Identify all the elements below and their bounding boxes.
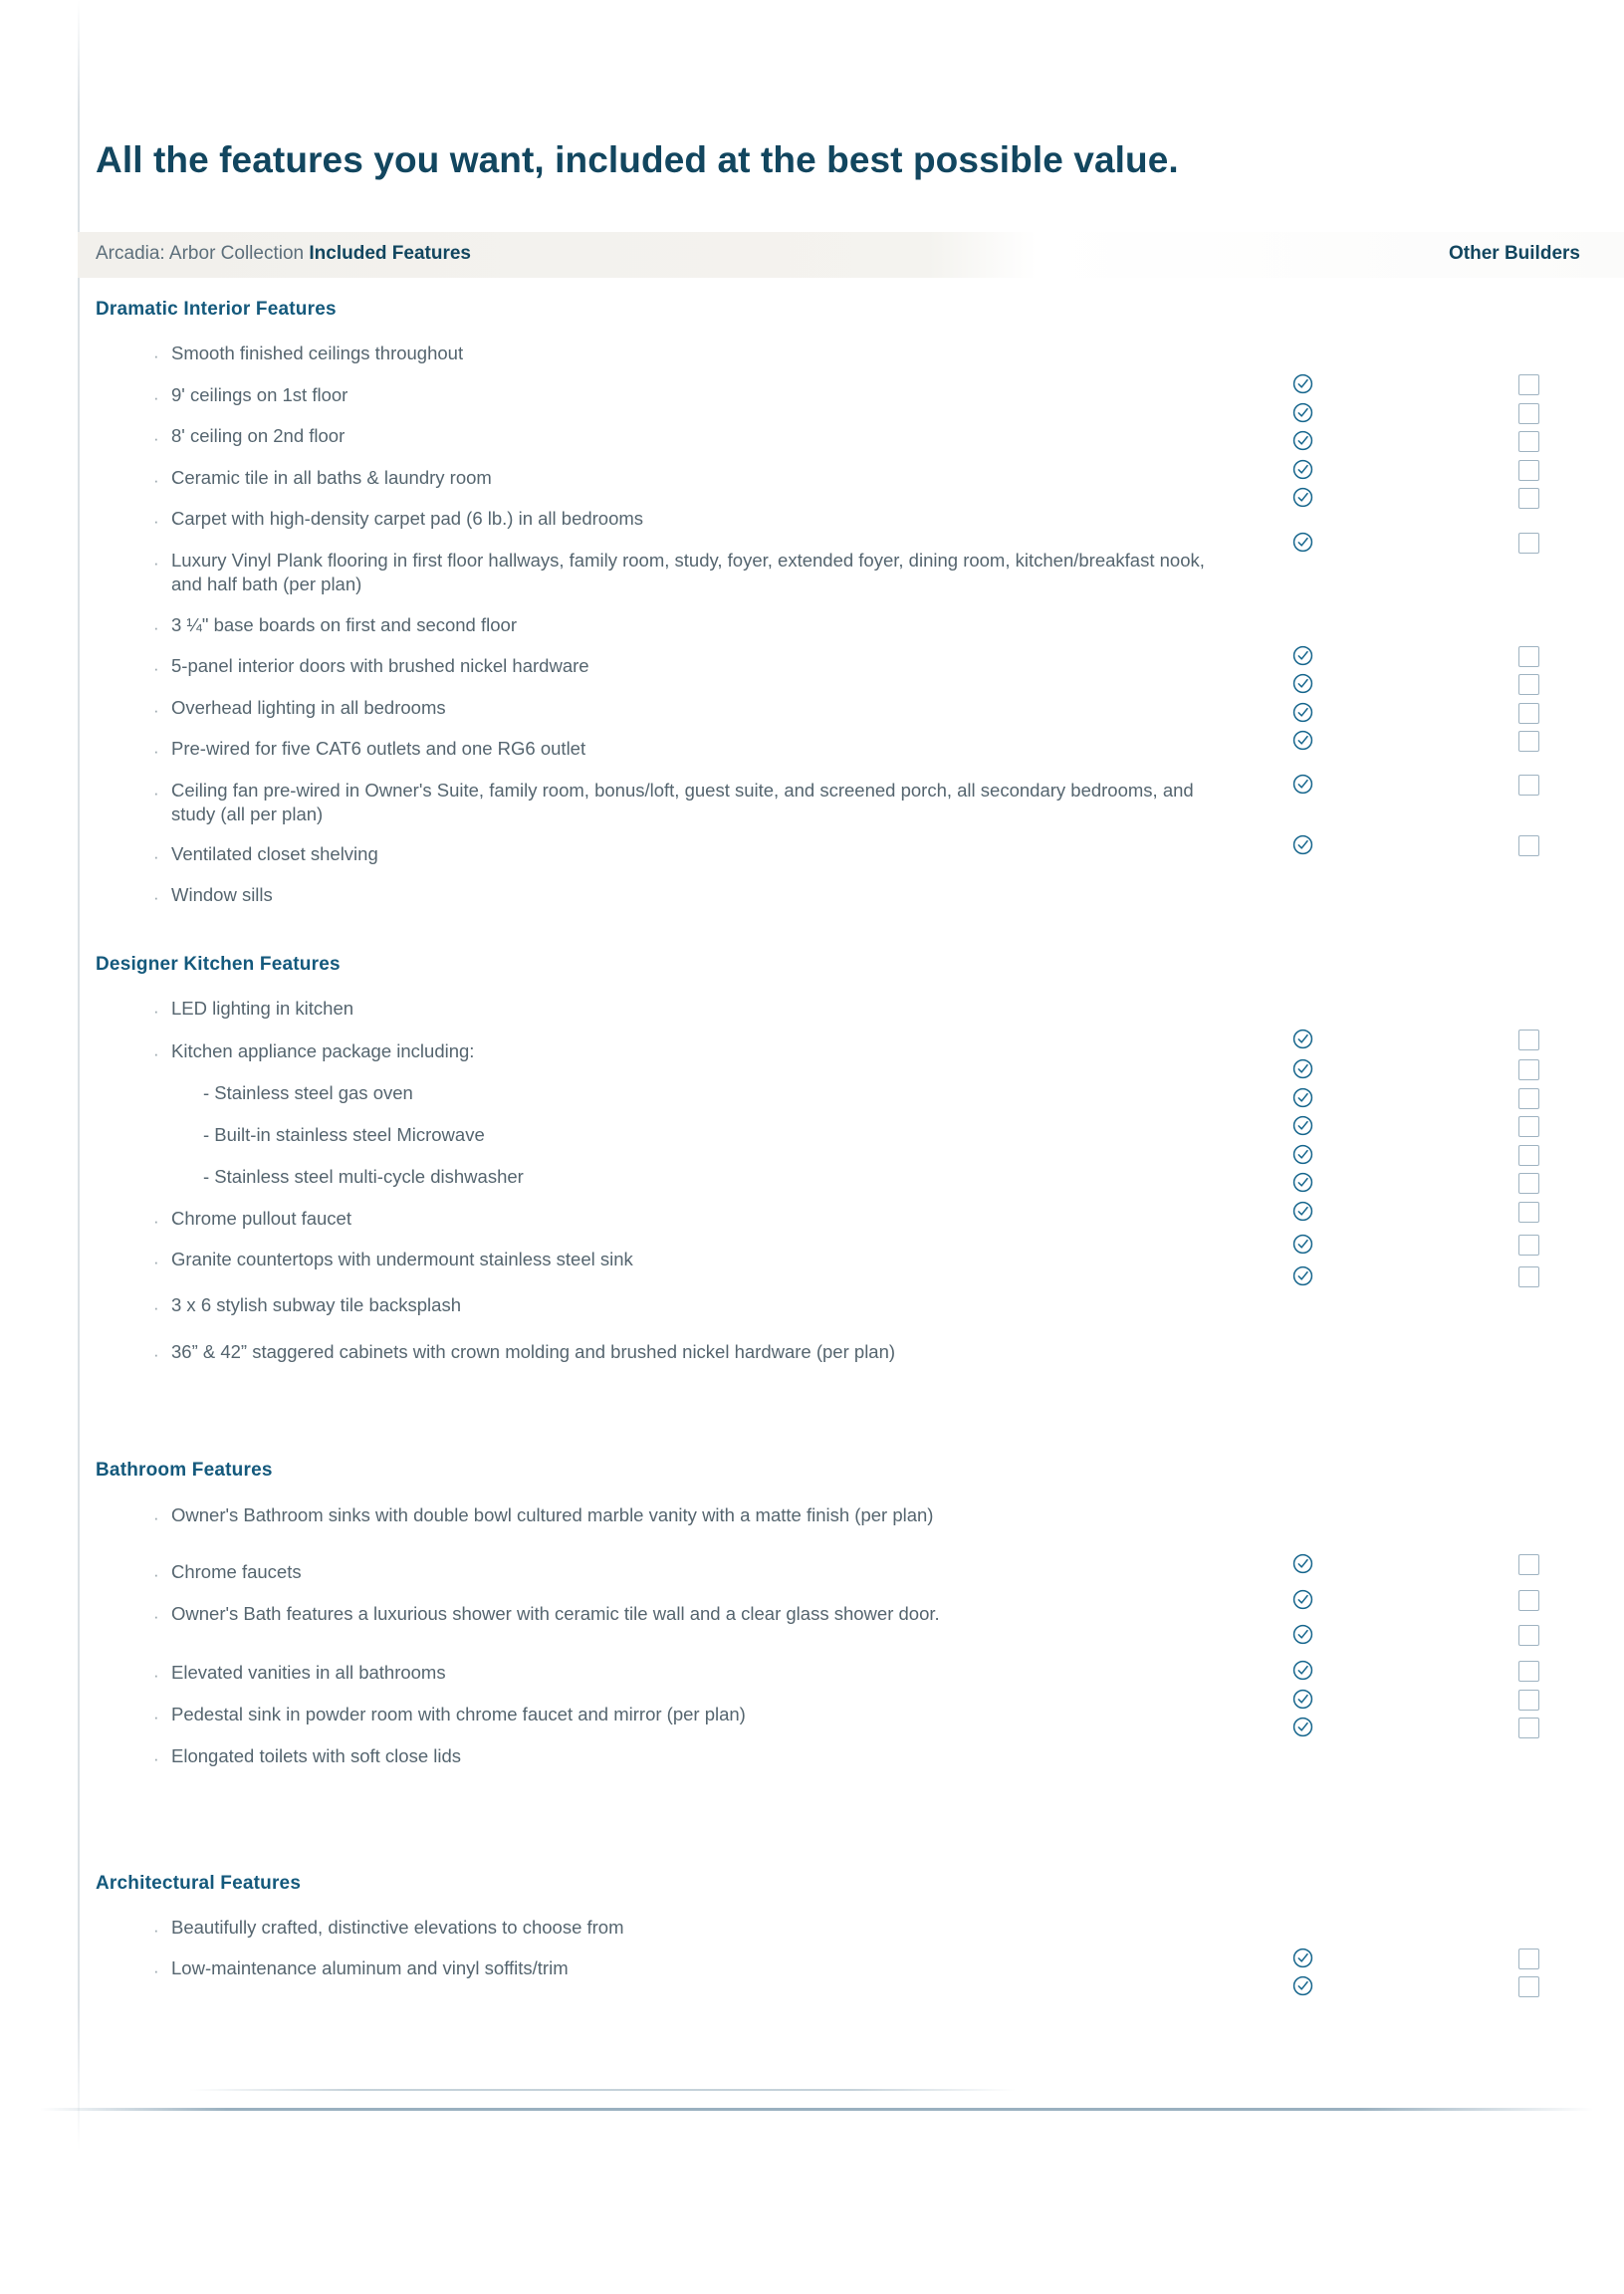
feature-row-label: Beautifully crafted, distinctive elevations to choose from	[171, 1917, 624, 1938]
list-bullet: ·	[153, 1044, 159, 1063]
list-bullet: ·	[153, 847, 159, 866]
feature-row-label: Chrome pullout faucet	[171, 1208, 351, 1229]
empty-checkbox-icon	[1518, 1088, 1539, 1109]
empty-checkbox-icon	[1518, 1173, 1539, 1194]
list-bullet: ·	[153, 1749, 159, 1768]
empty-checkbox-icon	[1518, 1059, 1539, 1080]
empty-checkbox-icon	[1518, 1661, 1539, 1682]
empty-checkbox-icon	[1518, 731, 1539, 752]
included-features-label: Included Features	[309, 243, 471, 264]
empty-checkbox-icon	[1518, 703, 1539, 724]
list-bullet: ·	[153, 1961, 159, 1980]
feature-row-label: Elevated vanities in all bathrooms	[171, 1662, 446, 1683]
feature-row-label: 3 ¼" base boards on first and second floor	[171, 614, 517, 635]
feature-row-label: Smooth finished ceilings throughout	[171, 343, 464, 363]
section-title-2: Designer Kitchen Features	[96, 954, 341, 975]
feature-row-label: Carpet with high-density carpet pad (6 lb.) in all bedrooms	[171, 508, 644, 529]
list-bullet: ·	[153, 1002, 159, 1021]
feature-row-label: 3 x 6 stylish subway tile backsplash	[171, 1294, 461, 1315]
list-bullet: ·	[153, 554, 159, 573]
feature-row-label: Granite countertops with undermount stainless steel sink	[171, 1249, 633, 1269]
collection-label: Arcadia: Arbor Collection	[96, 243, 310, 264]
feature-row-label: Pre-wired for five CAT6 outlets and one RG6 outlet	[171, 738, 586, 759]
check-circle-icon	[1292, 1144, 1313, 1165]
empty-checkbox-icon	[1518, 646, 1539, 667]
list-bullet: ·	[153, 1508, 159, 1527]
list-bullet: ·	[153, 1345, 159, 1364]
feature-row-label: - Built-in stainless steel Microwave	[203, 1124, 485, 1145]
empty-checkbox-icon	[1518, 1030, 1539, 1050]
list-bullet: ·	[153, 742, 159, 761]
list-bullet: ·	[153, 1666, 159, 1685]
feature-row-label: Owner's Bath features a luxurious shower with ceramic tile wall and a clear glass shower door.	[171, 1603, 940, 1624]
scan-edge-bottom	[40, 2108, 1593, 2111]
list-bullet: ·	[153, 471, 159, 490]
empty-checkbox-icon	[1518, 403, 1539, 424]
scan-edge-left	[78, 0, 80, 2151]
list-bullet: ·	[153, 1708, 159, 1726]
check-circle-icon	[1292, 487, 1313, 508]
list-bullet: ·	[153, 388, 159, 407]
check-circle-icon	[1292, 402, 1313, 423]
empty-checkbox-icon	[1518, 1116, 1539, 1137]
check-circle-icon	[1292, 430, 1313, 451]
empty-checkbox-icon	[1518, 1266, 1539, 1287]
list-bullet: ·	[153, 1298, 159, 1317]
list-bullet: ·	[153, 429, 159, 448]
list-bullet: ·	[153, 1253, 159, 1271]
empty-checkbox-icon	[1518, 533, 1539, 554]
empty-checkbox-icon	[1518, 1554, 1539, 1575]
check-circle-icon	[1292, 702, 1313, 723]
table-header-left	[96, 243, 471, 265]
scan-edge-bottom-inner	[189, 2089, 1016, 2091]
feature-row-label: 9' ceilings on 1st floor	[171, 384, 348, 405]
check-circle-icon	[1292, 1172, 1313, 1193]
list-bullet: ·	[153, 888, 159, 907]
empty-checkbox-icon	[1518, 835, 1539, 856]
check-circle-icon	[1292, 1624, 1313, 1645]
check-circle-icon	[1292, 673, 1313, 694]
empty-checkbox-icon	[1518, 1235, 1539, 1256]
feature-row-label: LED lighting in kitchen	[171, 998, 354, 1019]
feature-row-label: Ventilated closet shelving	[171, 843, 378, 864]
empty-checkbox-icon	[1518, 1202, 1539, 1223]
check-circle-icon	[1292, 1058, 1313, 1079]
list-bullet: ·	[153, 1607, 159, 1626]
feature-row-label: Overhead lighting in all bedrooms	[171, 697, 446, 718]
empty-checkbox-icon	[1518, 1718, 1539, 1738]
table-header-other-builders: Other Builders	[1449, 243, 1580, 264]
feature-row-label: - Stainless steel gas oven	[203, 1082, 413, 1103]
empty-checkbox-icon	[1518, 460, 1539, 481]
empty-checkbox-icon	[1518, 374, 1539, 395]
feature-row-label: 8' ceiling on 2nd floor	[171, 425, 346, 446]
list-bullet: ·	[153, 618, 159, 637]
section-title-3: Bathroom Features	[96, 1460, 273, 1481]
check-circle-icon	[1292, 1087, 1313, 1108]
feature-row-label: - Stainless steel multi-cycle dishwasher	[203, 1166, 524, 1187]
feature-row-label: Ceramic tile in all baths & laundry room	[171, 467, 492, 488]
empty-checkbox-icon	[1518, 1590, 1539, 1611]
check-circle-icon	[1292, 1115, 1313, 1136]
feature-row-label: Luxury Vinyl Plank flooring in first floor hallways, family room, study, foyer, extended foyer, dining room, kitchen/breakfast nook, and half bath (per plan)	[171, 550, 1205, 594]
page-title: All the features you want, included at the best possible value.	[96, 139, 1179, 180]
check-circle-icon	[1292, 532, 1313, 553]
feature-row-label: Owner's Bathroom sinks with double bowl cultured marble vanity with a matte finish (per plan)	[171, 1504, 934, 1525]
feature-row-label: Chrome faucets	[171, 1561, 302, 1582]
check-circle-icon	[1292, 1660, 1313, 1681]
check-circle-icon	[1292, 834, 1313, 855]
check-circle-icon	[1292, 1589, 1313, 1610]
feature-row-label: Pedestal sink in powder room with chrome faucet and mirror (per plan)	[171, 1704, 746, 1724]
check-circle-icon	[1292, 1717, 1313, 1737]
check-circle-icon	[1292, 1234, 1313, 1255]
empty-checkbox-icon	[1518, 1976, 1539, 1997]
list-bullet: ·	[153, 512, 159, 531]
feature-row-label: Ceiling fan pre-wired in Owner's Suite, family room, bonus/loft, guest suite, and screened porch, all secondary bedrooms, and study (all per plan)	[171, 780, 1194, 824]
check-circle-icon	[1292, 1975, 1313, 1996]
check-circle-icon	[1292, 774, 1313, 795]
feature-row-label: Kitchen appliance package including:	[171, 1040, 475, 1061]
empty-checkbox-icon	[1518, 431, 1539, 452]
check-circle-icon	[1292, 730, 1313, 751]
feature-row-label: 36” & 42” staggered cabinets with crown molding and brushed nickel hardware (per plan)	[171, 1341, 896, 1362]
list-bullet: ·	[153, 784, 159, 803]
section-title-1: Dramatic Interior Features	[96, 299, 337, 320]
list-bullet: ·	[153, 1565, 159, 1584]
empty-checkbox-icon	[1518, 488, 1539, 509]
empty-checkbox-icon	[1518, 775, 1539, 796]
check-circle-icon	[1292, 1689, 1313, 1710]
feature-row-label: Elongated toilets with soft close lids	[171, 1745, 462, 1766]
list-bullet: ·	[153, 346, 159, 365]
check-circle-icon	[1292, 1265, 1313, 1286]
list-bullet: ·	[153, 1212, 159, 1231]
empty-checkbox-icon	[1518, 1625, 1539, 1646]
empty-checkbox-icon	[1518, 1690, 1539, 1711]
check-circle-icon	[1292, 459, 1313, 480]
empty-checkbox-icon	[1518, 1145, 1539, 1166]
empty-checkbox-icon	[1518, 1949, 1539, 1969]
feature-row-label: Low-maintenance aluminum and vinyl soffits/trim	[171, 1957, 569, 1978]
section-title-4: Architectural Features	[96, 1873, 302, 1894]
list-bullet: ·	[153, 659, 159, 678]
list-bullet: ·	[153, 1921, 159, 1940]
empty-checkbox-icon	[1518, 674, 1539, 695]
feature-row-label: 5-panel interior doors with brushed nickel hardware	[171, 655, 589, 676]
check-circle-icon	[1292, 1201, 1313, 1222]
feature-row-label: Window sills	[171, 884, 273, 905]
list-bullet: ·	[153, 701, 159, 720]
